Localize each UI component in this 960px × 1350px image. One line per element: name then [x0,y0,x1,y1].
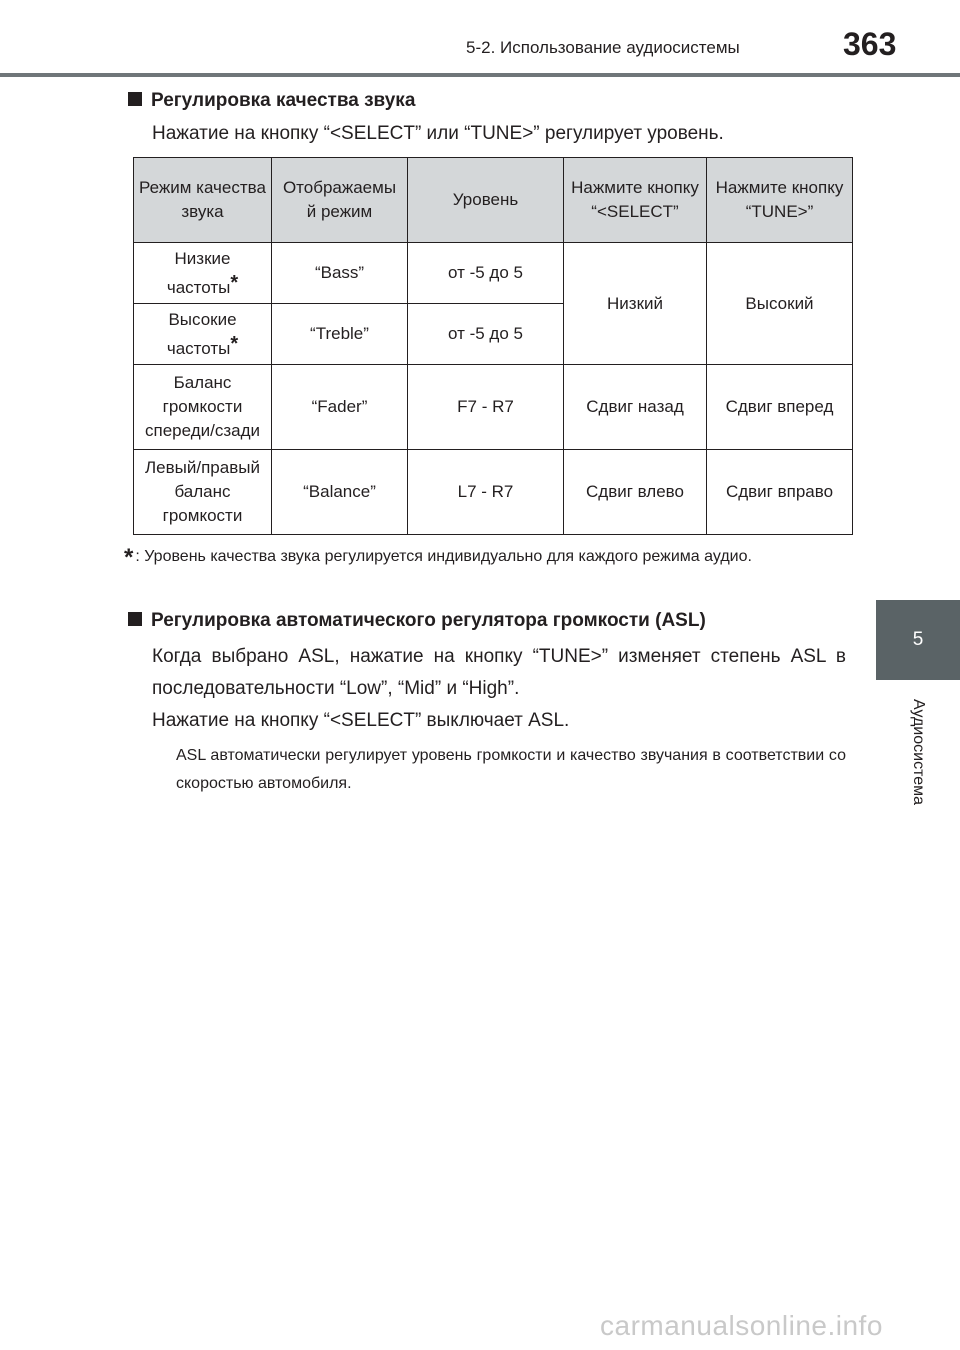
section-title: 5-2. Использование аудиосистемы [466,38,740,57]
footnote-star-icon: * [230,271,239,294]
table-cell: “Fader” [272,365,408,450]
table-cell: от -5 до 5 [408,304,564,365]
chapter-tab [876,600,960,680]
page-header [0,0,960,80]
section-heading-asl: Регулировка автоматического регулятора громкости (ASL) [128,610,706,632]
table-row [134,365,853,450]
table-cell: Сдвиг влево [564,450,707,535]
table-cell: Низкий [564,243,707,365]
sound-settings-table [133,157,853,535]
footnote-star-icon: * [124,544,134,571]
table-cell: Сдвиг вправо [707,450,853,535]
section-heading-sound-quality: Регулировка качества звука [128,90,415,112]
asl-note: ASL автоматически регулирует уровень громкости и качество звучания в соответствии со скоростью автомобиля. [176,747,846,792]
column-header: Нажмите кнопку “TUNE>” [707,158,853,243]
column-header: Нажмите кнопку “<SELECT” [564,158,707,243]
square-bullet-icon [128,612,142,626]
table-cell: Левый/правый баланс громкости [134,450,272,535]
header-divider [0,73,960,77]
table-cell: Баланс громкости спереди/сзади [134,365,272,450]
intro-text: Нажатие на кнопку “<SELECT” или “TUNE>” регулирует уровень. [152,123,724,144]
square-bullet-icon [128,92,142,106]
table-row [134,450,853,535]
asl-paragraph: Когда выбрано ASL, нажатие на кнопку “TUNE>” изменяет степень ASL в последовательности “Low”, “Mid” и “High”. [152,646,846,699]
chapter-label: Аудиосистема [910,698,927,806]
table-row [134,243,853,304]
table-cell: “Treble” [272,304,408,365]
table-cell: Сдвиг назад [564,365,707,450]
table-cell: от -5 до 5 [408,243,564,304]
table-cell: “Bass” [272,243,408,304]
table-header-row [134,158,853,243]
chapter-number: 5 [912,629,924,650]
column-header: Режим качества звука [134,158,272,243]
table-cell: Сдвиг вперед [707,365,853,450]
asl-off-paragraph: Нажатие на кнопку “<SELECT” выключает ASL. [152,710,570,731]
page-number: 363 [843,26,897,62]
table-cell: F7 - R7 [408,365,564,450]
table-cell: Высокие частоты* [134,304,272,365]
column-header: Отображаемы й режим [272,158,408,243]
table-cell: Высокий [707,243,853,365]
table-cell: L7 - R7 [408,450,564,535]
column-header: Уровень [408,158,564,243]
table-cell: Низкие частоты* [134,243,272,304]
table-cell: “Balance” [272,450,408,535]
table-footnote: * : Уровень качества звука регулируется индивидуально для каждого режима аудио. [124,544,752,571]
watermark: carmanualsonline.info [600,1310,883,1341]
footnote-star-icon: * [230,332,239,355]
